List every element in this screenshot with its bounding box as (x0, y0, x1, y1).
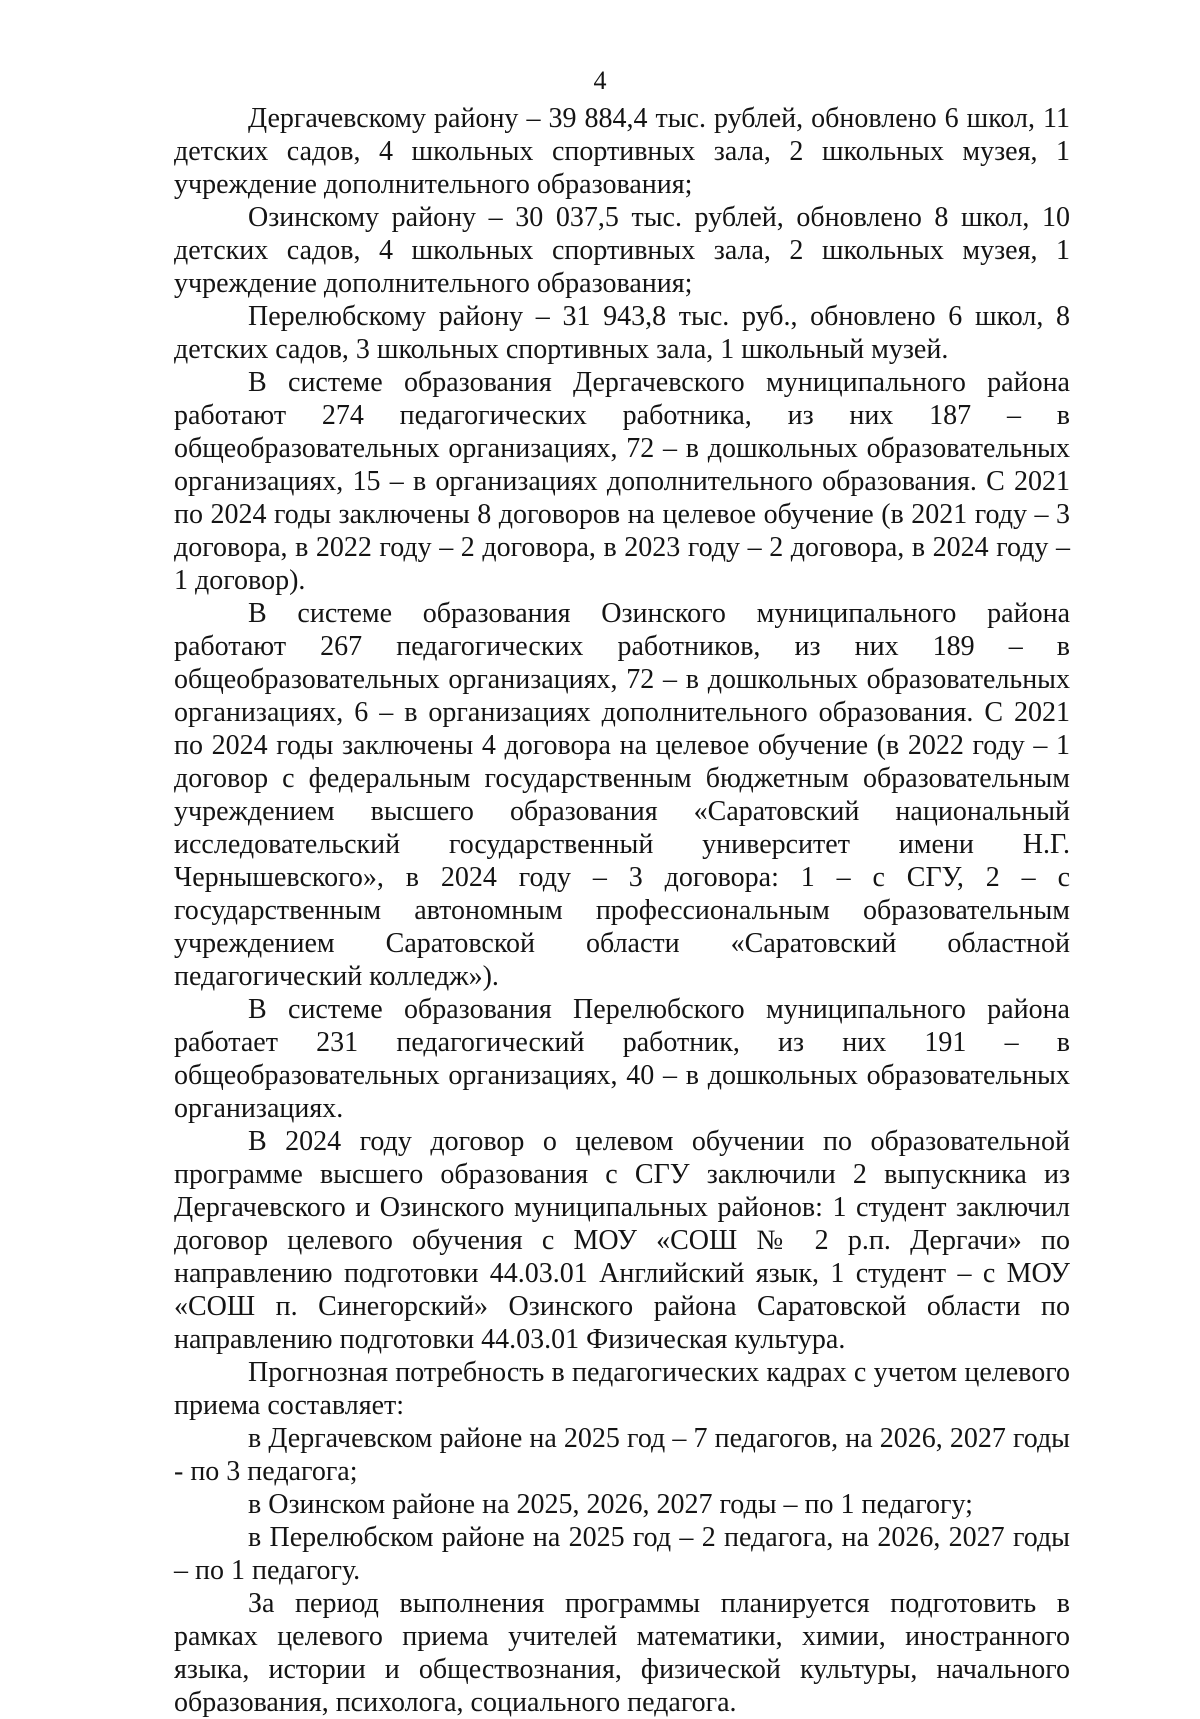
paragraph-program-plan: За период выполнения программы планируется подготовить в рамках целевого приема учителей математики, химии, иностранного языка, истории и обществознания, физической культуры, начального образования, психолога, социального педагога. (174, 1588, 1070, 1718)
page-number: 4 (593, 66, 607, 95)
paragraph-forecast-perelyubsky: в Перелюбском районе на 2025 год – 2 педагога, на 2026, 2027 годы – по 1 педагогу. (174, 1522, 1070, 1586)
paragraph-ozinsky-staff: В системе образования Озинского муниципального района работают 267 педагогических работников, из них 189 – в общеобразовательных организациях, 72 – в дошкольных образовательных организациях, 6 – в организациях дополнительного образования. С 2021 по 2024 годы заключены 4 договора на целевое обучение (в 2022 году – 1 договор с федеральным государственным бюджетным образовательным учреждением высшего образования «Саратовский национальный исследовательский государственный университет имени Н.Г. Чернышевского», в 2024 году – 3 договора: 1 – с СГУ, 2 – с государственным автономным профессиональным образовательным учреждением Саратовской области «Саратовский областной педагогический колледж»). (174, 598, 1070, 992)
paragraph-ozinsky-funding: Озинскому району – 30 037,5 тыс. рублей, обновлено 8 школ, 10 детских садов, 4 школьных спортивных зала, 2 школьных музея, 1 учреждение дополнительного образования; (174, 202, 1070, 299)
paragraph-targeted-training-2024: В 2024 году договор о целевом обучении по образовательной программе высшего образования с СГУ заключили 2 выпускника из Дергачевского и Озинского муниципальных районов: 1 студент заключил договор целевого обучения с МОУ «СОШ № 2 р.п. Дергачи» по направлению подготовки 44.03.01 Английский язык, 1 студент – с МОУ «СОШ п. Синегорский» Озинского района Саратовской области по направлению подготовки 44.03.01 Физическая культура. (174, 1126, 1070, 1355)
paragraph-perelyubsky-funding: Перелюбскому району – 31 943,8 тыс. руб., обновлено 6 школ, 8 детских садов, 3 школьных спортивных зала, 1 школьный музей. (174, 301, 1070, 365)
paragraph-dergachevsky-staff: В системе образования Дергачевского муниципального района работают 274 педагогических работника, из них 187 – в общеобразовательных организациях, 72 – в дошкольных образовательных организациях, 15 – в организациях дополнительного образования. С 2021 по 2024 годы заключены 8 договоров на целевое обучение (в 2021 году – 3 договора, в 2022 году – 2 договора, в 2023 году – 2 договора, в 2024 году – 1 договор). (174, 367, 1070, 596)
paragraph-forecast-ozinsky: в Озинском районе на 2025, 2026, 2027 годы – по 1 педагогу; (248, 1489, 973, 1520)
paragraph-forecast-intro: Прогнозная потребность в педагогических кадрах с учетом целевого приема составляет: (174, 1357, 1070, 1421)
paragraph-perelyubsky-staff: В системе образования Перелюбского муниципального района работает 231 педагогический работник, из них 191 – в общеобразовательных организациях, 40 – в дошкольных образовательных организациях. (174, 994, 1070, 1124)
document-body (174, 102, 1070, 1719)
paragraph-dergachevsky-funding: Дергачевскому району – 39 884,4 тыс. рублей, обновлено 6 школ, 11 детских садов, 4 школьных спортивных зала, 2 школьных музея, 1 учреждение дополнительного образования; (174, 103, 1070, 200)
paragraph-forecast-dergachevsky: в Дергачевском районе на 2025 год – 7 педагогов, на 2026, 2027 годы - по 3 педагога; (174, 1423, 1070, 1487)
